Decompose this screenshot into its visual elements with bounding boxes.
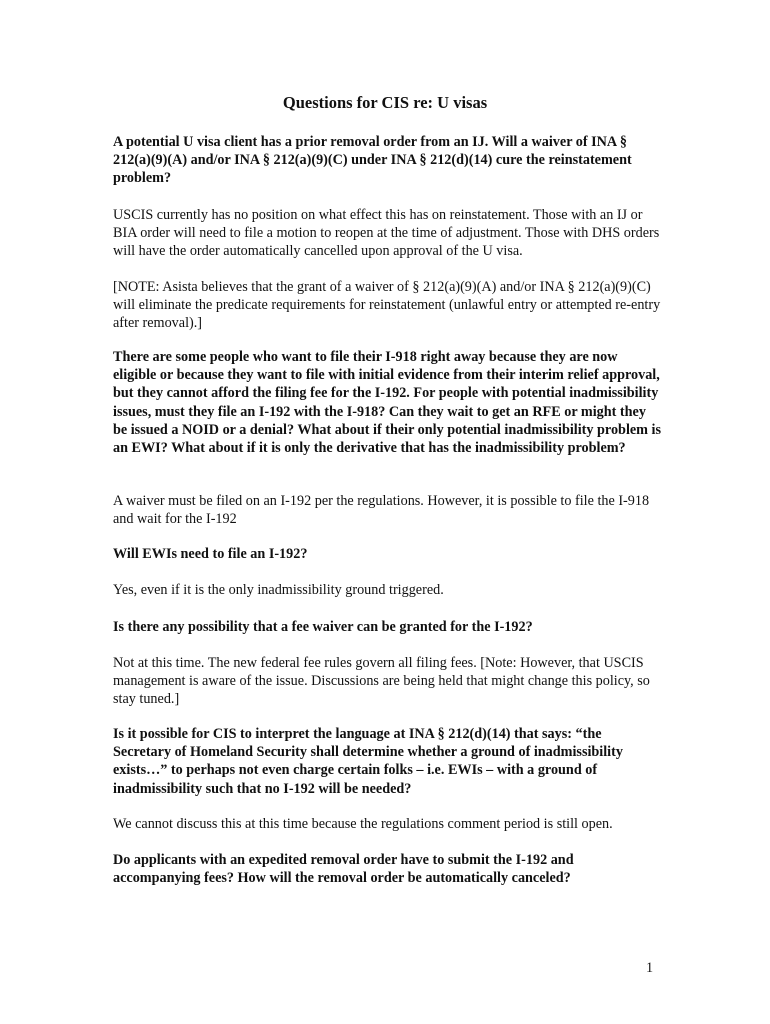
question-3: Will EWIs need to file an I-192? (113, 546, 308, 562)
answer-2: A waiver must be filed on an I-192 per the regulations. However, it is possible to file the I-918 and wait for the I-192 (113, 493, 650, 528)
document-title: Questions for CIS re: U visas (282, 93, 488, 112)
answer-1b: [NOTE: Asista believes that the grant of a waiver of § 212(a)(9)(A) and/or INA § 212(a)(9)(C) will eliminate the predicate requirements for reinstatement (unlawful entry or attempted re-entry after removal).] (113, 279, 661, 332)
question-2: There are some people who want to file their I-918 right away because they are now eligible or because they want to file with initial evidence from their interim relief approval, but they cannot afford the filing fee for the I-192. For people with potential inadmissibility issues, must they file an I-192 with the I-918? Can they wait to get an RFE or might they be issued a NOID or a denial? What about if their only potential inadmissibility problem is an EWI? What about if it is only the derivative that has the inadmissibility problem? (113, 349, 662, 457)
question-4: Is there any possibility that a fee waiver can be granted for the I-192? (113, 619, 533, 635)
page-number: 1 (646, 960, 654, 976)
answer-3: Yes, even if it is the only inadmissibility ground triggered. (113, 582, 444, 598)
question-1: A potential U visa client has a prior removal order from an IJ. Will a waiver of INA § 212(a)(9)(A) and/or INA § 212(a)(9)(C) under INA § 212(d)(14) cure the reinstatement problem? (113, 134, 632, 187)
answer-4: Not at this time. The new federal fee rules govern all filing fees. [Note: However, that USCIS management is aware of the issue. Discussions are being held that might change this policy, so stay tuned.] (113, 655, 650, 708)
answer-1a: USCIS currently has no position on what effect this has on reinstatement. Those with an IJ or BIA order will need to file a motion to reopen at the time of adjustment. Those with DHS orders will have the order automatically cancelled upon approval of the U visa. (113, 207, 660, 260)
question-6: Do applicants with an expedited removal order have to submit the I-192 and accompanying fees? How will the removal order be automatically canceled? (113, 852, 574, 887)
question-5: Is it possible for CIS to interpret the language at INA § 212(d)(14) that says: “the Secretary of Homeland Security shall determine whether a ground of inadmissibility exists…” to perhaps not even charge certain folks – i.e. EWIs – with a ground of inadmissibility such that no I-192 will be needed? (113, 726, 623, 797)
answer-5: We cannot discuss this at this time because the regulations comment period is still open. (113, 816, 613, 832)
